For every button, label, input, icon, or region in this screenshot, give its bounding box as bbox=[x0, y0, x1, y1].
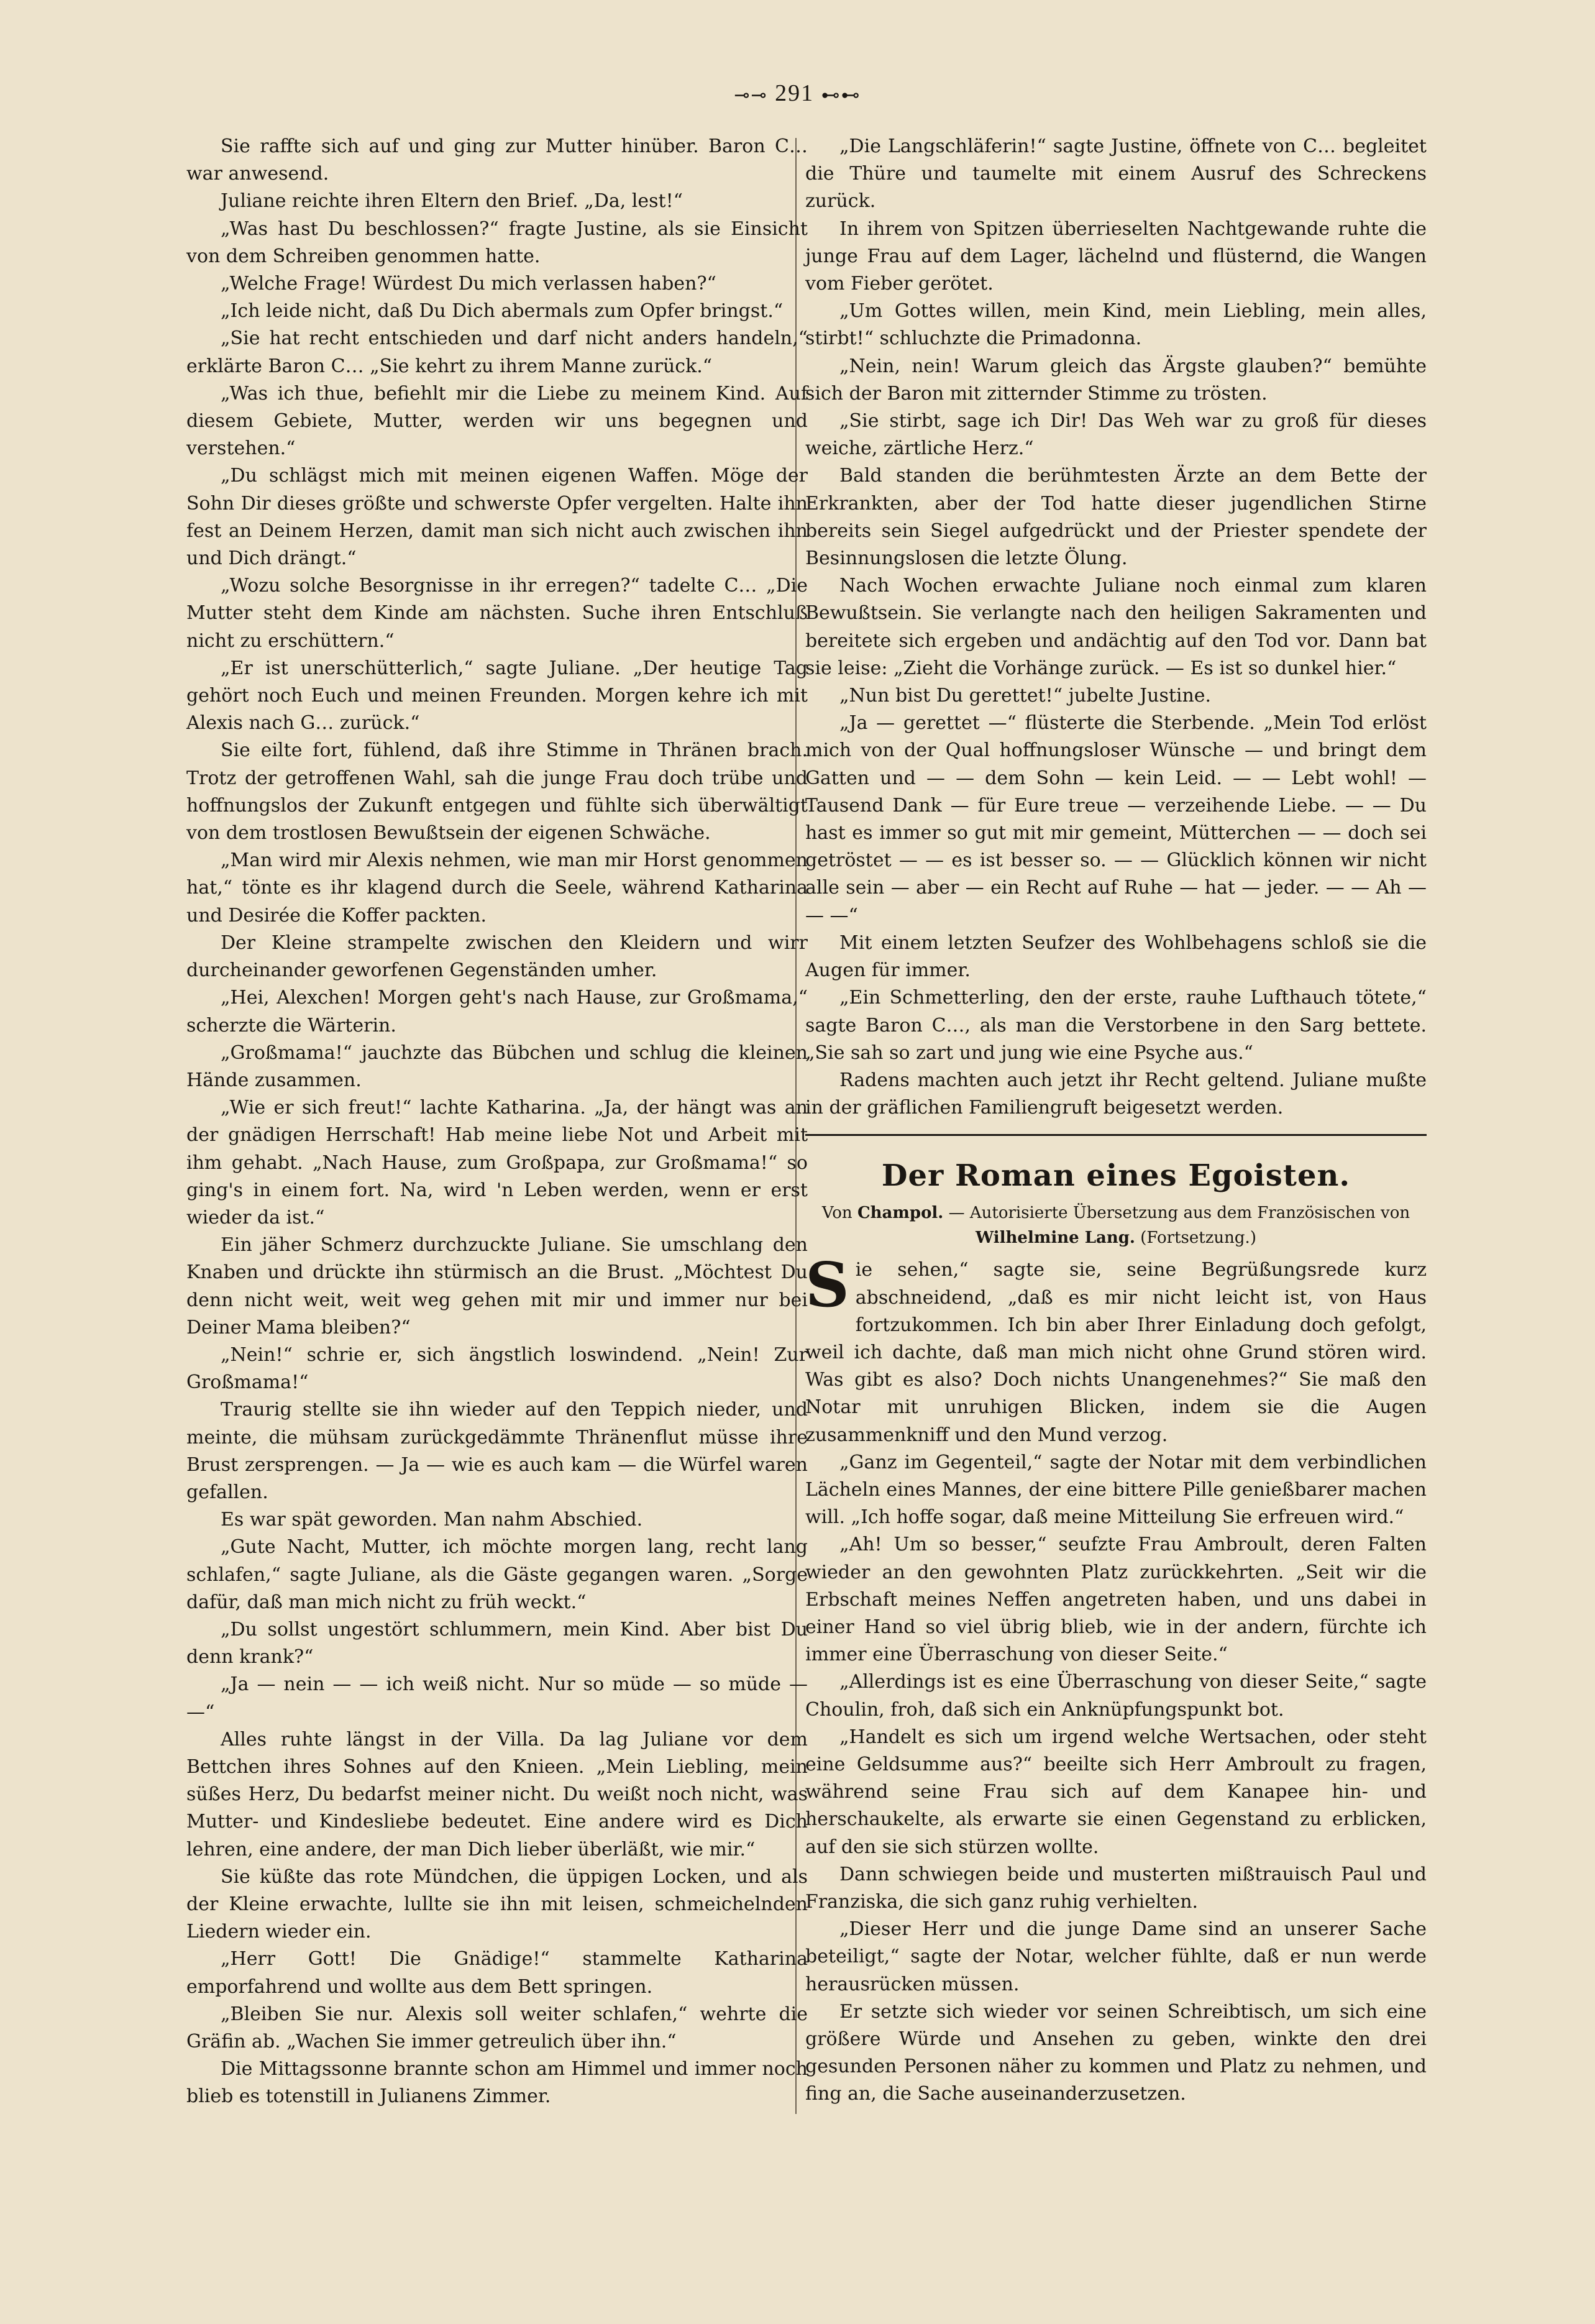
paragraph: „Was ich thue, befiehlt mir die Liebe zu meinem Kind. Auf diesem Gebiete, Mutter, werden wir uns begegnen und verstehen.“ bbox=[186, 382, 808, 460]
paragraph: „Wozu solche Besorgnisse in ihr erregen?“ tadelte C… „Die Mutter steht dem Kinde am nächsten. Suche ihren Entschluß nicht zu erschüttern.“ bbox=[186, 575, 808, 652]
paragraph: „Er ist unerschütterlich,“ sagte Juliane. „Der heutige Tag gehört noch Euch und meinen Freunden. Morgen kehre ich mit Alexis nach G… zurück.“ bbox=[186, 657, 808, 734]
dropcap-letter: S bbox=[805, 1250, 849, 1322]
page-number: 291 bbox=[775, 80, 815, 106]
article-paragraph: Dann schwiegen beide und musterten mißtrauisch Paul und Franziska, die sich ganz ruhig verhielten. bbox=[805, 1863, 1427, 1913]
paragraph: „Du schlägst mich mit meinen eigenen Waffen. Möge der Sohn Dir dieses größte und schwerste Opfer vergelten. Halte ihn fest an Deinem Herzen, damit man sich nicht auch zwischen ihn und Dich drängt.“ bbox=[186, 465, 808, 570]
paragraph: „Nein!“ schrie er, sich ängstlich loswindend. „Nein! Zur Großmama!“ bbox=[186, 1343, 808, 1394]
paragraph: Es war spät geworden. Man nahm Abschied. bbox=[221, 1509, 643, 1531]
paragraph: „Hei, Alexchen! Morgen geht's nach Hause, zur Großmama,“ scherzte die Wärterin. bbox=[186, 987, 808, 1036]
left-ornament-icon: ⊸⊸ bbox=[734, 85, 768, 106]
paragraph: Nach Wochen erwachte Juliane noch einmal zum klaren Bewußtsein. Sie verlangte nach den heiligen Sakramenten und bereitete sich ergeben und andächtig auf den Tod vor. Dann bat sie leise: „Zieht die Vorhänge zurück. — Es ist so dunkel hier.“ bbox=[805, 575, 1427, 679]
page-header bbox=[0, 80, 1595, 107]
paragraph: „Nun bist Du gerettet!“ jubelte Justine. bbox=[839, 685, 1212, 707]
paragraph: „Gute Nacht, Mutter, ich möchte morgen lang, recht lang schlafen,“ sagte Juliane, als die Gäste gegangen waren. „Sorge dafür, daß man mich nicht zu früh weckt.“ bbox=[186, 1536, 808, 1613]
article-byline bbox=[805, 1201, 1427, 1250]
paragraph: „Ein Schmetterling, den der erste, rauhe Lufthauch tötete,“ sagte Baron C…, als man die Verstorbene in den Sarg bettete. „Sie sah so zart und jung wie eine Psyche aus.“ bbox=[805, 987, 1427, 1064]
paragraph: „Sie hat recht entschieden und darf nicht anders handeln,“ erklärte Baron C… „Sie kehrt zu ihrem Manne zurück.“ bbox=[186, 327, 808, 377]
paragraph: Mit einem letzten Seufzer des Wohlbehagens schloß sie die Augen für immer. bbox=[805, 931, 1427, 982]
byline-middle: — Autorisierte Übersetzung aus dem Französischen von bbox=[948, 1204, 1410, 1223]
paragraph: Die Mittagssonne brannte schon am Himmel und immer noch blieb es totenstill in Julianens Zimmer. bbox=[186, 2058, 808, 2108]
paragraph: Alles ruhte längst in der Villa. Da lag Juliane vor dem Bettchen ihres Sohnes auf den Knieen. „Mein Liebling, mein süßes Herz, Du bedarfst meiner nicht. Du weißt noch nicht, was Mutter- und Kindesliebe bedeutet. Eine andere wird es Dich lehren, eine andere, der man Dich lieber überläßt, wie mir.“ bbox=[186, 1728, 808, 1860]
paragraph: Traurig stellte sie ihn wieder auf den Teppich nieder, und meinte, die mühsam zurückgedämmte Thränenflut müsse ihre Brust zersprengen. — Ja — wie es auch kam — die Würfel waren gefallen. bbox=[186, 1399, 808, 1503]
paragraph: „Man wird mir Alexis nehmen, wie man mir Horst genommen hat,“ tönte es ihr klagend durch die Seele, während Katharina und Desirée die Koffer packten. bbox=[186, 849, 808, 926]
author-name: Champol. bbox=[857, 1204, 944, 1223]
translator-name: Wilhelmine Lang. bbox=[976, 1228, 1135, 1248]
article-divider bbox=[805, 1134, 1427, 1136]
paragraph: „Herr Gott! Die Gnädige!“ stammelte Katharina emporfahrend und wollte aus dem Bett springen. bbox=[186, 1948, 808, 1998]
paragraph: Sie küßte das rote Mündchen, die üppigen Locken, und als der Kleine erwachte, lullte sie ihn mit leisen, schmeichelnden Liedern wieder ein. bbox=[186, 1865, 808, 1943]
paragraph: Bald standen die berühmtesten Ärzte an dem Bette der Erkrankten, aber der Tod hatte dieser jugendlichen Stirne bereits sein Siegel aufgedrückt und der Priester spendete der Besinnungslosen die letzte Ölung. bbox=[805, 465, 1427, 570]
paragraph: „Ja — gerettet —“ flüsterte die Sterbende. „Mein Tod erlöst mich von der Qual hoffnungsloser Wünsche — und bringt dem Gatten und — — dem Sohn — kein Leid. — — Lebt wohl! — Tausend Dank — für Eure treue — verzeihende Liebe. — — Du hast es immer so gut mit mir gemeint, Mütterchen — — doch sei getröstet — — es ist besser so. — — Glücklich können wir nicht alle sein — aber — ein Recht auf Ruhe — hat — jeder. — — Ah — — —“ bbox=[805, 712, 1427, 926]
article-body bbox=[805, 1449, 1427, 2108]
paragraph: Sie raffte sich auf und ging zur Mutter hinüber. Baron C… war anwesend. bbox=[186, 135, 808, 185]
paragraph: „Sie stirbt, sage ich Dir! Das Weh war zu groß für dieses weiche, zärtliche Herz.“ bbox=[805, 410, 1427, 460]
byline-prefix: Von bbox=[821, 1204, 852, 1223]
left-column bbox=[186, 133, 808, 2111]
paragraph: „Ja — nein — — ich weiß nicht. Nur so müde — so müde — —“ bbox=[186, 1673, 808, 1723]
article-paragraph: Er setzte sich wieder vor seinen Schreibtisch, um sich eine größere Würde und Ansehen zu geben, winkte den drei gesunden Personen näher zu kommen und Platz zu nehmen, und fing an, die Sache auseinanderzusetzen. bbox=[805, 2000, 1427, 2105]
paragraph: „Großmama!“ jauchzte das Bübchen und schlug die kleinen Hände zusammen. bbox=[186, 1041, 808, 1091]
article-paragraph: „Ganz im Gegenteil,“ sagte der Notar mit dem verbindlichen Lächeln eines Mannes, der eine bittere Pille genießbarer machen will. „Ich hoffe sogar, daß meine Mitteilung Sie erfreuen wird.“ bbox=[805, 1451, 1427, 1529]
paragraph: Der Kleine strampelte zwischen den Kleidern und wirr durcheinander geworfenen Gegenständen umher. bbox=[186, 931, 808, 982]
paragraph: „Wie er sich freut!“ lachte Katharina. „Ja, der hängt was an der gnädigen Herrschaft! Hab meine liebe Not und Arbeit mit ihm gehabt. „Nach Hause, zum Großpapa, zur Großmama!“ so ging's in einem fort. Na, wird 'n Leben werden, wenn er erst wieder da ist.“ bbox=[186, 1097, 808, 1228]
paragraph: „Nein, nein! Warum gleich das Ärgste glauben?“ bemühte sich der Baron mit zitternder Stimme zu trösten. bbox=[805, 355, 1427, 405]
paragraph: „Du sollst ungestört schlummern, mein Kind. Aber bist Du denn krank?“ bbox=[186, 1618, 808, 1668]
paragraph: „Ich leide nicht, daß Du Dich abermals zum Opfer bringst.“ bbox=[221, 300, 784, 323]
first-paragraph-text: ie sehen,“ sagte sie, seine Begrüßungsrede kurz abschneidend, „daß es mir nicht leicht ist, von Haus fortzukommen. Ich bin aber Ihrer Einladung doch gefolgt, weil ich dachte, daß man mich nicht ohne Grund stören wird. Was gibt es also? Doch nichts Unangenehmes?“ Sie maß den Notar mit unruhigen Blicken, indem sie die Augen zusammenkniff und den Mund verzog. bbox=[805, 1259, 1427, 1446]
paragraph: Sie eilte fort, fühlend, daß ihre Stimme in Thränen brach. Trotz der getroffenen Wahl, sah die junge Frau doch trübe und hoffnungslos der Zukunft entgegen und fühlte sich überwältigt von dem trostlosen Bewußtsein der eigenen Schwäche. bbox=[186, 739, 808, 844]
story-ending bbox=[805, 133, 1427, 1122]
paragraph: „Bleiben Sie nur. Alexis soll weiter schlafen,“ wehrte die Gräfin ab. „Wachen Sie immer getreulich über ihn.“ bbox=[186, 2003, 808, 2053]
paragraph: „Was hast Du beschlossen?“ fragte Justine, als sie Einsicht von dem Schreiben genommen hatte. bbox=[186, 217, 808, 267]
article-title: Der Roman eines Egoisten. bbox=[881, 1158, 1351, 1194]
paragraph: „Welche Frage! Würdest Du mich verlassen haben?“ bbox=[221, 273, 716, 295]
paragraph: „Die Langschläferin!“ sagte Justine, öffnete von C… begleitet die Thüre und taumelte mit einem Ausruf des Schreckens zurück. bbox=[805, 135, 1427, 213]
right-ornament-icon: ⊷⊷ bbox=[821, 85, 861, 106]
byline-suffix: (Fortsetzung.) bbox=[1140, 1228, 1256, 1248]
article-paragraph: „Allerdings ist es eine Überraschung von dieser Seite,“ sagte Choulin, froh, daß sich ein Anknüpfungspunkt bot. bbox=[805, 1671, 1427, 1721]
article-paragraph: „Handelt es sich um irgend welche Wertsachen, oder steht eine Geldsumme aus?“ beeilte sich Herr Ambroult zu fragen, während seine Frau sich auf dem Kanapee hin- und herschaukelte, als erwarte sie einen Gegenstand zu erblicken, auf den sie sich stürzen wollte. bbox=[805, 1726, 1427, 1858]
paragraph: In ihrem von Spitzen überrieselten Nachtgewande ruhte die junge Frau auf dem Lager, lächelnd und flüsternd, die Wangen vom Fieber gerötet. bbox=[805, 217, 1427, 295]
paragraph: „Um Gottes willen, mein Kind, mein Liebling, mein alles, stirbt!“ schluchzte die Primadonna. bbox=[805, 300, 1427, 350]
article-first-paragraph bbox=[805, 1250, 1427, 1448]
article-paragraph: „Ah! Um so besser,“ seufzte Frau Ambroult, deren Falten wieder an den gewohnten Platz zurückkehrten. „Seit wir die Erbschaft meines Neffen angetreten haben, und uns dabei in einer Hand so viel übrig blieb, wie in der andern, fürchte ich immer eine Überraschung von dieser Seite.“ bbox=[805, 1534, 1427, 1666]
paragraph: Ein jäher Schmerz durchzuckte Juliane. Sie umschlang den Knaben und drückte ihn stürmisch an die Brust. „Möchtest Du denn nicht weit, weit weg gehen mit mir und immer nur bei Deiner Mama bleiben?“ bbox=[186, 1234, 808, 1338]
right-column bbox=[805, 133, 1427, 2108]
paragraph: Radens machten auch jetzt ihr Recht geltend. Juliane mußte in der gräflichen Familiengruft beigesetzt werden. bbox=[805, 1069, 1427, 1119]
article-paragraph: „Dieser Herr und die junge Dame sind an unserer Sache beteiligt,“ sagte der Notar, welcher fühlte, daß er nun werde herausrücken müssen. bbox=[805, 1918, 1427, 1995]
paragraph: Juliane reichte ihren Eltern den Brief. „Da, lest!“ bbox=[221, 190, 683, 213]
